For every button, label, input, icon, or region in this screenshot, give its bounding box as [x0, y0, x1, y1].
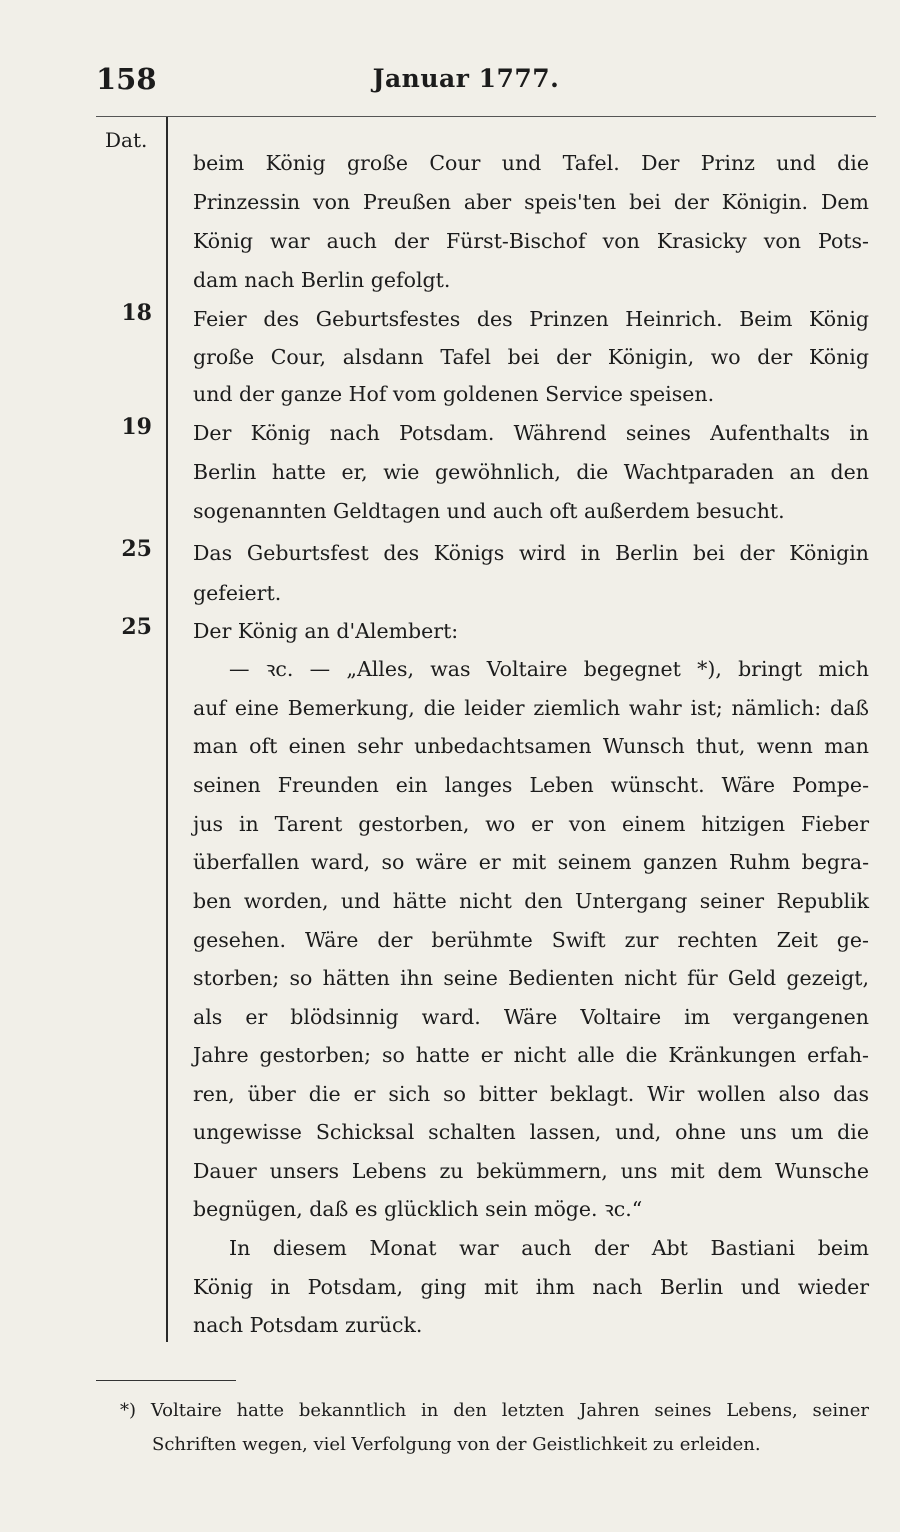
text-line: In diesem Monat war auch der Abt Bastiani beim [229, 1236, 869, 1260]
running-title: Januar 1777. [372, 64, 560, 93]
text-line: Jahre gestorben; so hatte er nicht alle die Kränkungen erfah- [193, 1043, 869, 1067]
text-line: Der König an d'Alembert: [193, 619, 459, 643]
text-line: ren, über die er sich so bitter beklagt. Wir wollen also das [193, 1082, 869, 1106]
text-line: König war auch der Fürst-Bischof von Krasicky von Pots- [193, 229, 869, 253]
text-line: gesehen. Wäre der berühmte Swift zur rechten Zeit ge- [193, 928, 869, 952]
footnote-rule [96, 1380, 236, 1381]
text-line: Das Geburtsfest des Königs wird in Berlin bei der Königin [193, 541, 869, 565]
margin-column-rule [166, 117, 168, 1342]
text-line: als er blödsinnig ward. Wäre Voltaire im vergangenen [193, 1005, 869, 1029]
text-line: ungewisse Schicksal schalten lassen, und, ohne uns um die [193, 1120, 869, 1144]
text-line: Berlin hatte er, wie gewöhnlich, die Wachtparaden an den [193, 460, 869, 484]
text-line: Dauer unsers Lebens zu bekümmern, uns mit dem Wunsche [193, 1159, 869, 1183]
date-18: 18 [121, 300, 152, 326]
text-line: storben; so hätten ihn seine Bedienten nicht für Geld gezeigt, [193, 966, 869, 990]
date-25-birthday: 25 [121, 536, 152, 562]
text-line: sogenannten Geldtagen und auch oft außerdem besucht. [193, 499, 785, 523]
footnote-line: Schriften wegen, viel Verfolgung von der Geistlichkeit zu erleiden. [152, 1434, 761, 1455]
text-line: überfallen ward, so wäre er mit seinem ganzen Ruhm begra- [193, 850, 869, 874]
text-line: — ꝛc. — „Alles, was Voltaire begegnet *), bringt mich [229, 657, 869, 681]
text-line: man oft einen sehr unbedachtsamen Wunsch thut, wenn man [193, 734, 869, 758]
text-line: auf eine Bemerkung, die leider ziemlich wahr ist; nämlich: daß [193, 696, 869, 720]
text-line: und der ganze Hof vom goldenen Service speisen. [193, 382, 715, 406]
date-25-letter: 25 [121, 614, 152, 640]
text-line: ben worden, und hätte nicht den Untergang seiner Republik [193, 889, 869, 913]
text-line: dam nach Berlin gefolgt. [193, 268, 451, 292]
text-line: jus in Tarent gestorben, wo er von einem hitzigen Fieber [193, 812, 869, 836]
text-line: große Cour, alsdann Tafel bei der Königin, wo der König [193, 345, 869, 369]
date-column-label: Dat. [105, 128, 148, 152]
date-19: 19 [121, 414, 152, 440]
text-line: Feier des Geburtsfestes des Prinzen Heinrich. Beim König [193, 307, 869, 331]
page-number: 158 [96, 62, 157, 96]
text-line: nach Potsdam zurück. [193, 1313, 423, 1337]
text-line: Der König nach Potsdam. Während seines Aufenthalts in [193, 421, 869, 445]
text-line: gefeiert. [193, 581, 282, 605]
page-header [96, 62, 836, 106]
text-line: Prinzessin von Preußen aber speis'ten bei der Königin. Dem [193, 190, 869, 214]
text-line: seinen Freunden ein langes Leben wünscht. Wäre Pompe- [193, 773, 869, 797]
text-line: begnügen, daß es glücklich sein möge. ꝛc.“ [193, 1197, 643, 1221]
text-line: König in Potsdam, ging mit ihm nach Berlin und wieder [193, 1275, 869, 1299]
header-rule [96, 116, 876, 117]
text-line: beim König große Cour und Tafel. Der Prinz und die [193, 151, 869, 175]
footnote-line: *) Voltaire hatte bekanntlich in den letzten Jahren seines Lebens, seiner [120, 1400, 869, 1421]
